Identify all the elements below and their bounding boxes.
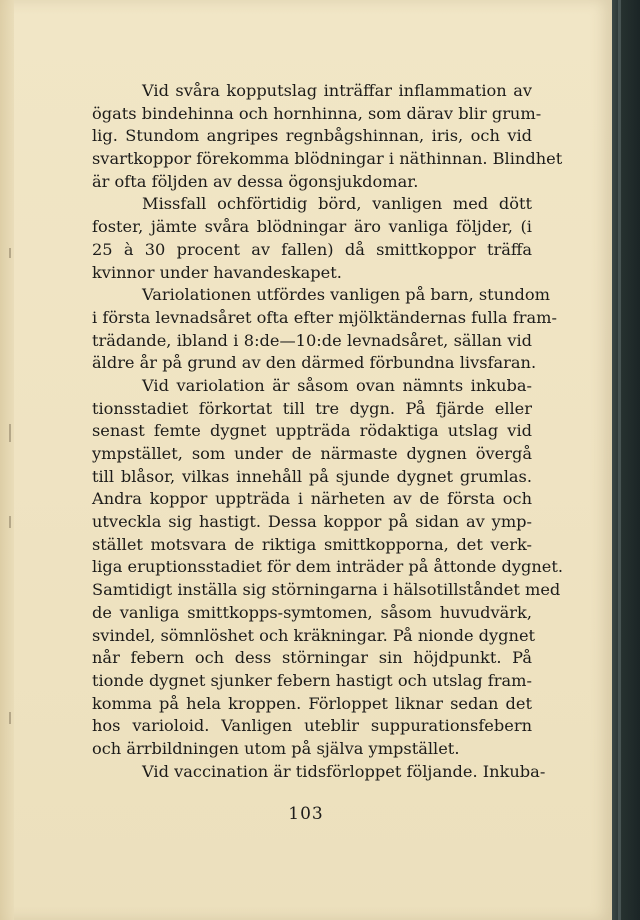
text-line: senast femte dygnet uppträda rödaktiga utslag vid (92, 421, 532, 441)
text-line: foster, jämte svåra blödningar äro vanliga följder, (i (92, 217, 532, 237)
text-line: och ärrbildningen utom på själva ympstället. (92, 738, 460, 758)
text-line: ögats bindehinna och hornhinna, som därav blir grum- (92, 103, 542, 123)
text-line: 25 à 30 procent av fallen) då smittkoppor träffa (92, 239, 532, 259)
text-line: Vid svåra kopputslag inträffar inflammation av (142, 81, 532, 100)
text-line: i första levnadsåret ofta efter mjölktändernas fulla fram- (92, 307, 557, 327)
margin-mark (9, 516, 11, 528)
text-line: Vid vaccination är tidsförloppet följande. Inkuba- (142, 761, 546, 781)
text-line: ympstället, som under de närmaste dygnen övergå (92, 444, 532, 463)
text-line: Andra koppor uppträda i närheten av de första och (92, 489, 532, 509)
text-line: trädande, ibland i 8:de—10:de levnadsåret, sällan vid (92, 330, 532, 350)
book-cover-edge (612, 0, 640, 920)
page-gutter-shadow (0, 0, 14, 920)
text-line: liga eruptionsstadiet för dem inträder på åttonde dygnet. (92, 557, 563, 577)
cover-edge-highlight (618, 0, 621, 920)
text-line: är ofta följden av dessa ögonsjukdomar. (92, 171, 419, 191)
text-line: lig. Stundom angripes regnbågshinnan, iris, och vid (92, 126, 532, 146)
text-line: tionsstadiet förkortat till tre dygn. På fjärde eller (92, 398, 532, 418)
text-line: Samtidigt inställa sig störningarna i hälsotillståndet med (92, 580, 561, 600)
text-line: stället motsvara de riktiga smittkopporna, det verk- (92, 534, 532, 554)
text-line: till blåsor, vilkas innehåll på sjunde dygnet grumlas. (92, 466, 532, 486)
text-line: Variolationen utfördes vanligen på barn, stundom (142, 285, 550, 305)
text-line: svartkoppor förekomma blödningar i näthinnan. Blindhet (92, 149, 563, 169)
margin-mark (9, 248, 11, 258)
body-text (92, 80, 563, 783)
text-line: äldre år på grund av den därmed förbundna livsfaran. (92, 353, 537, 373)
page-number: 103 (288, 804, 324, 824)
text-line: når febern och dess störningar sin höjdpunkt. På (92, 648, 532, 668)
text-line: Missfall ochförtidig börd, vanligen med dött (142, 194, 532, 214)
text-line: de vanliga smittkopps-symtomen, såsom huvudvärk, (92, 602, 532, 622)
text-line: kvinnor under havandeskapet. (92, 262, 342, 282)
text-line: hos varioloid. Vanligen uteblir suppurationsfebern (92, 716, 532, 736)
margin-mark (9, 424, 11, 442)
text-line: komma på hela kroppen. Förloppet liknar sedan det (92, 693, 532, 713)
text-line: Vid variolation är såsom ovan nämnts inkuba- (142, 375, 532, 395)
margin-mark (9, 712, 11, 724)
text-line: utveckla sig hastigt. Dessa koppor på sidan av ymp- (92, 512, 532, 532)
text-line: tionde dygnet sjunker febern hastigt och utslag fram- (92, 670, 532, 690)
text-line: svindel, sömnlöshet och kräkningar. På nionde dygnet (92, 625, 536, 645)
